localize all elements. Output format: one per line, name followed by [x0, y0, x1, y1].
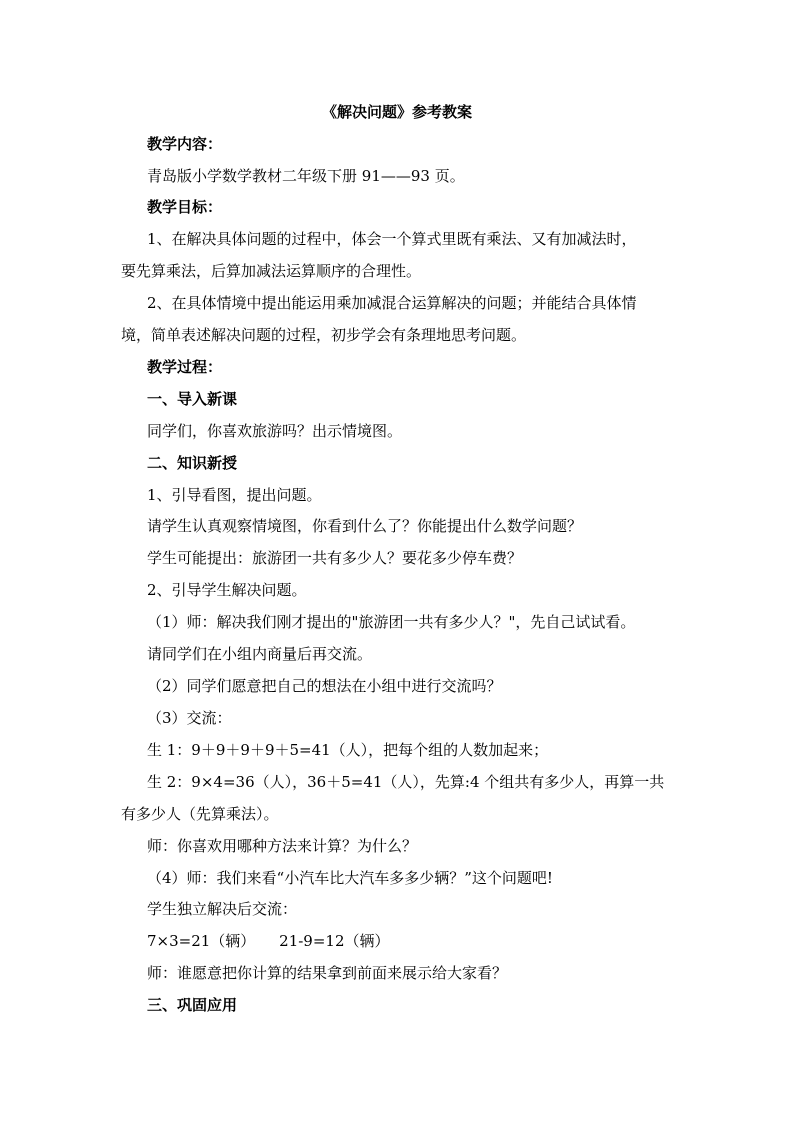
paragraph-line: 同学们，你喜欢旅游吗？出示情境图。	[147, 422, 403, 440]
paragraph-line: （1）师：解决我们刚才提出的"旅游团一共有多少人？"，先自己试试看。	[147, 613, 636, 631]
paragraph-line: 2、在具体情境中提出能运用乘加减混合运算解决的问题；并能结合具体情	[147, 294, 637, 312]
section-heading-process: 教学过程：	[147, 358, 223, 376]
paragraph-line: 请同学们在小组内商量后再交流。	[147, 645, 373, 663]
paragraph-line: 2、引导学生解决问题。	[147, 581, 307, 599]
paragraph-line: （2）同学们愿意把自己的想法在小组中进行交流吗？	[147, 677, 502, 695]
paragraph-line: 青岛版小学数学教材二年级下册 91——93 页。	[147, 167, 465, 185]
section-heading-intro: 一、导入新课	[147, 390, 238, 408]
paragraph-line: （4）师：我们来看“小汽车比大汽车多多少辆？”这个问题吧!	[147, 869, 553, 887]
paragraph-line: 师：谁愿意把你计算的结果拿到前面来展示给大家看？	[147, 964, 508, 982]
paragraph-line: 有多少人（先算乘法）。	[121, 805, 279, 823]
paragraph-line: （3）交流：	[147, 709, 232, 727]
paragraph-line: 学生独立解决后交流：	[147, 900, 298, 918]
section-heading-goals: 教学目标：	[147, 198, 223, 216]
section-heading-practice: 三、巩固应用	[147, 996, 238, 1014]
formula-line: 7×3=21（辆） 21-9=12（辆）	[147, 932, 390, 950]
paragraph-line: 生 1：9＋9＋9＋9＋5=41（人），把每个组的人数加起来；	[147, 741, 549, 759]
paragraph-line: 师：你喜欢用哪种方法来计算？为什么？	[147, 837, 418, 855]
paragraph-line: 请学生认真观察情境图，你看到什么了？你能提出什么数学问题？	[147, 517, 583, 535]
paragraph-line: 1、引导看图，提出问题。	[147, 486, 322, 504]
paragraph-line: 生 2：9×4=36（人），36＋5=41（人），先算:4 个组共有多少人，再算一共	[147, 773, 665, 791]
paragraph-line: 境，简单表述解决问题的过程，初步学会有条理地思考问题。	[121, 326, 527, 344]
section-heading-content: 教学内容：	[147, 135, 223, 153]
document-title: 《解决问题》参考教案	[321, 103, 472, 121]
section-heading-new-knowledge: 二、知识新授	[147, 454, 238, 472]
paragraph-line: 要先算乘法，后算加减法运算顺序的合理性。	[121, 262, 422, 280]
paragraph-line: 1、在解决具体问题的过程中，体会一个算式里既有乘法、又有加减法时，	[147, 230, 637, 248]
paragraph-line: 学生可能提出：旅游团一共有多少人？要花多少停车费？	[147, 549, 523, 567]
